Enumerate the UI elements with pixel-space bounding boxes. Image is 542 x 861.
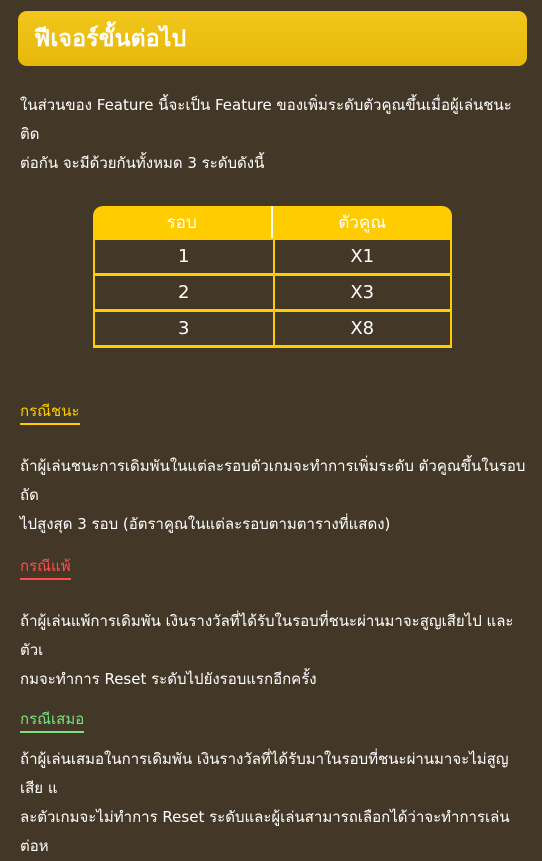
table-row [93, 238, 452, 276]
round-cell: 2 [93, 276, 273, 312]
intro-paragraph [20, 91, 526, 178]
multiplier-cell: X1 [273, 238, 453, 276]
win-case-heading: กรณีชนะ [20, 401, 80, 425]
multiplier-cell: X3 [273, 276, 453, 312]
draw-line-1: ถ้าผู้เล่นเสมอในการเดิมพัน เงินรางวัลที่ได้รับมาในรอบที่ชนะผ่านมาจะไม่สูญเสีย แ [20, 750, 509, 797]
draw-line-2: ละตัวเกมจะไม่ทำการ Reset ระดับและผู้เล่นสามารถเลือกได้ว่าจะทำการเล่นต่อห [20, 808, 510, 855]
win-line-1: ถ้าผู้เล่นชนะการเดิมพันในแต่ละรอบตัวเกมจะทำการเพิ่มระดับ ตัวคูณขึ้นในรอบถัด [20, 457, 526, 504]
win-line-2: ไปสูงสุด 3 รอบ (อัตราคูณในแต่ละรอบตามตารางที่แสดง) [20, 515, 391, 533]
multiplier-cell: X8 [273, 312, 453, 348]
lose-case-paragraph [20, 607, 526, 694]
table-row [93, 276, 452, 312]
intro-line-1: ในส่วนของ Feature นี้จะเป็น Feature ของเพิ่มระดับตัวคูณขึ้นเมื่อผู้เล่นชนะติด [20, 96, 512, 143]
multiplier-table [93, 206, 452, 344]
lose-line-2: กมจะทำการ Reset ระดับไปยังรอบแรกอีกครั้ง [20, 670, 317, 688]
round-cell: 3 [93, 312, 273, 348]
section-header [18, 11, 527, 66]
lose-line-1: ถ้าผู้เล่นแพ้การเดิมพัน เงินรางวัลที่ได้รับในรอบที่ชนะผ่านมาจะสูญเสียไป และตัวเ [20, 612, 514, 659]
table-row [93, 312, 452, 348]
draw-case-heading: กรณีเสมอ [20, 709, 84, 733]
draw-case-paragraph [20, 745, 526, 861]
section-title: ฟีเจอร์ขั้นต่อไป [34, 25, 187, 52]
column-header-multiplier: ตัวคูณ [273, 206, 453, 238]
round-cell: 1 [93, 238, 273, 276]
intro-line-2: ต่อกัน จะมีด้วยกันทั้งหมด 3 ระดับดังนี้ [20, 154, 265, 172]
table-header-row [93, 206, 452, 238]
win-case-paragraph [20, 452, 526, 539]
column-header-round: รอบ [93, 206, 273, 238]
lose-case-heading: กรณีแพ้ [20, 556, 71, 580]
